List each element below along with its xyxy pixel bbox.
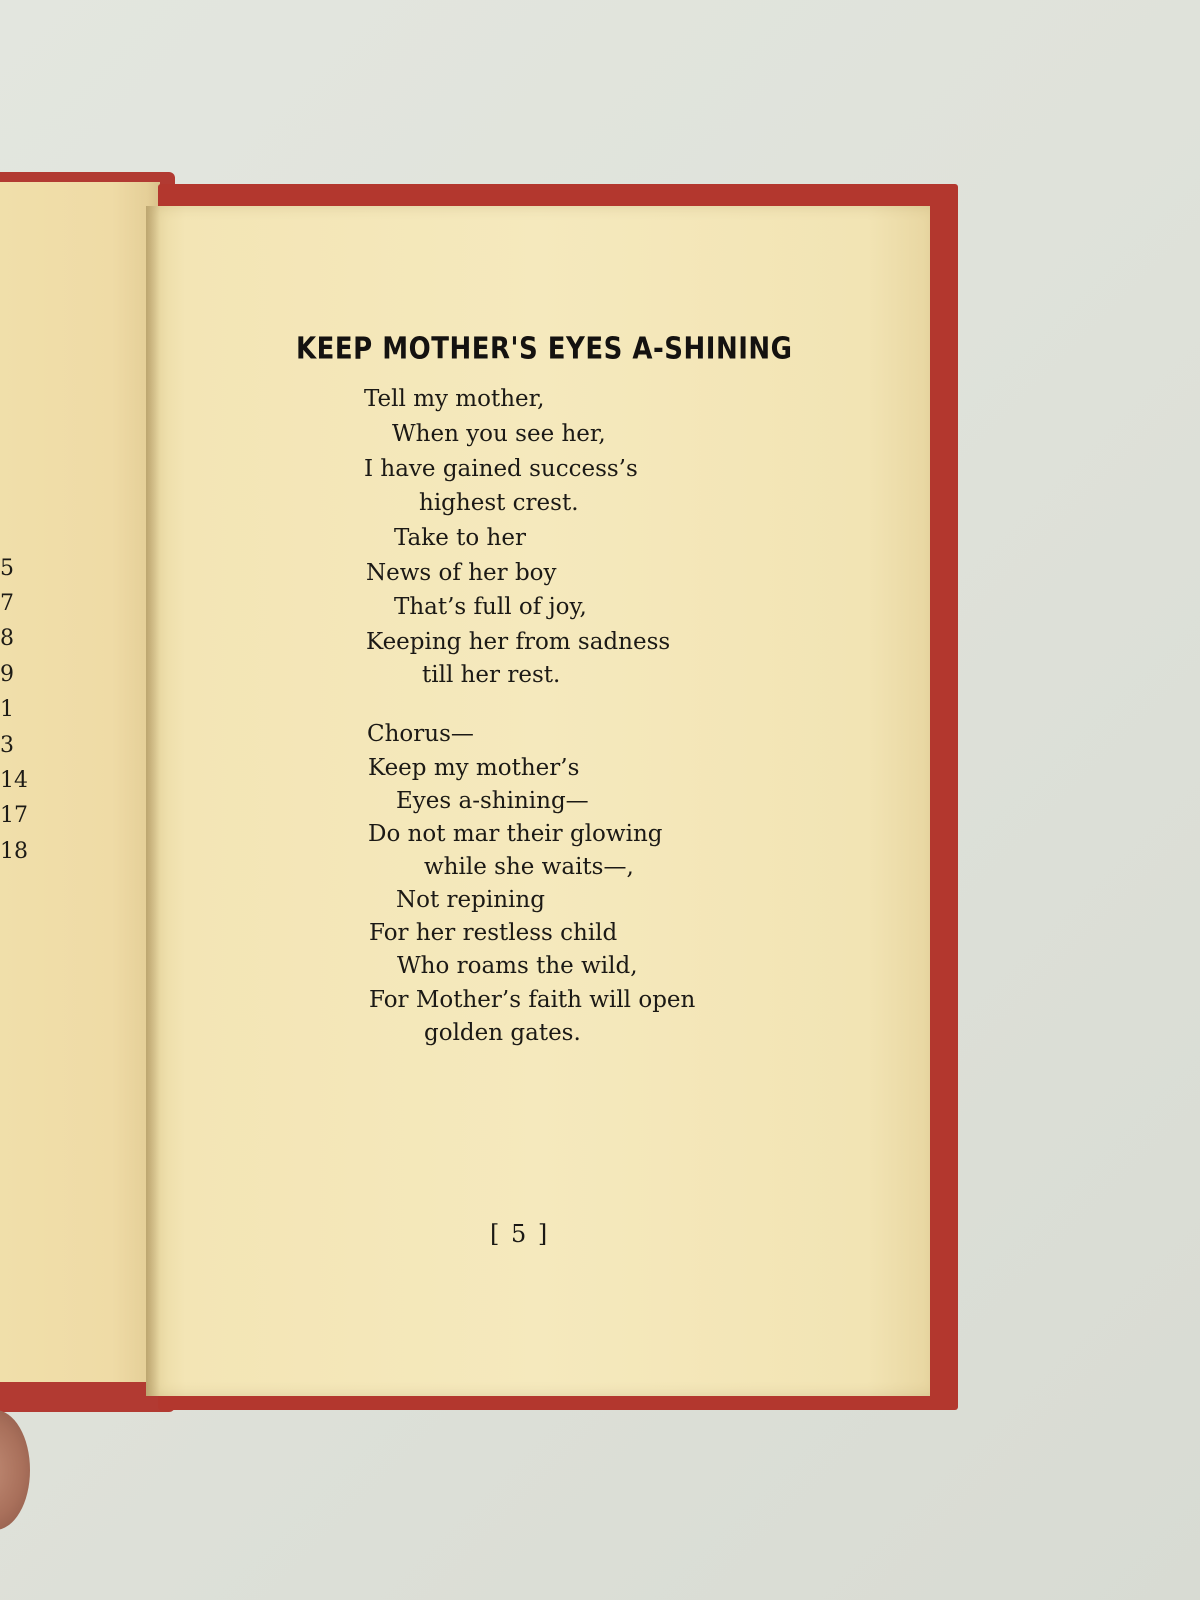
verse-line: while she waits—, [424,854,634,880]
holding-thumb [0,1410,30,1530]
verse-line: For Mother’s faith will open [369,987,696,1013]
toc-page-number: 1 [0,697,14,722]
verse-line: That’s full of joy, [394,594,587,620]
toc-page-number: 14 [0,768,28,793]
page-number: [ 5 ] [490,1220,550,1248]
toc-page-number: 9 [0,662,14,687]
verse-line: Take to her [394,525,526,551]
toc-page-number: 7 [0,591,14,616]
verse-line: Who roams the wild, [397,953,638,979]
toc-page-number: 8 [0,626,14,651]
toc-page-number: 5 [0,556,14,581]
left-page [0,182,160,1382]
verse-line: Not repining [396,887,545,913]
verse-line: Tell my mother, [364,386,545,412]
toc-page-number: 18 [0,839,28,864]
verse-line: golden gates. [424,1020,581,1046]
verse-line: Do not mar their glowing [368,821,663,847]
verse-line: News of her boy [366,560,557,586]
verse-line: highest crest. [419,490,579,516]
verse-line: Eyes a-shining— [396,788,589,814]
verse-line: I have gained success’s [364,456,638,482]
verse-line: till her rest. [422,662,561,688]
verse-line: When you see her, [392,421,606,447]
verse-line: For her restless child [369,920,618,946]
chorus-label: Chorus— [367,721,474,747]
toc-page-number: 17 [0,803,28,828]
poem-title: KEEP MOTHER'S EYES A-SHINING [296,332,793,367]
page-gutter-shadow [146,206,160,1396]
verse-line: Keep my mother’s [368,755,580,781]
verse-line: Keeping her from sadness [366,629,671,655]
toc-page-number: 3 [0,733,14,758]
